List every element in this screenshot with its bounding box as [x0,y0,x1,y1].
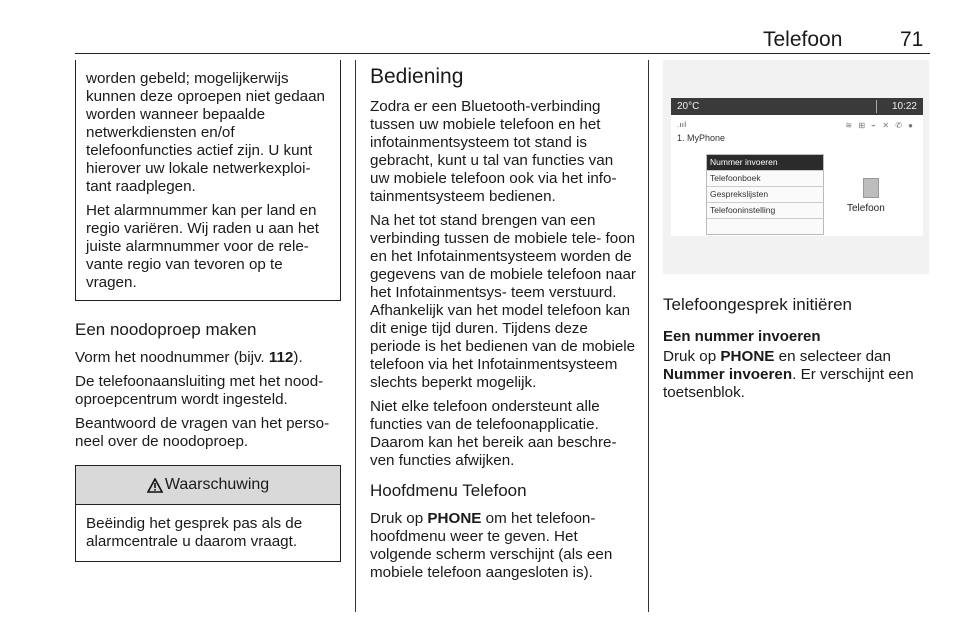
text-span: ). [293,349,303,366]
warning-box [75,465,341,562]
phone-key-label: PHONE [720,348,775,365]
column-3 [663,60,929,408]
screen-phone-menu [706,154,824,235]
text-span: en selecteer dan [774,348,891,365]
warning-body: Beëindig het gesprek pas als de alarmcentrale u daarom vraagt. [86,515,303,550]
menu-item-phone-settings[interactable]: Telefooninstelling [707,203,823,219]
paragraph-phone-button [370,510,636,582]
screen-time: 10:22 [891,101,917,112]
column-divider-1 [355,60,356,612]
subheading-initiate-call: Telefoongesprek initiëren [663,295,853,314]
menu-item-call-lists[interactable]: Gesprekslijsten [707,187,823,203]
paragraph-enter-number [663,348,929,402]
paragraph-answer-questions: Beantwoord de vragen van het perso- neel over de noodoproep. [75,415,330,450]
column-2 [370,64,636,588]
status-icons: ≋ ⊞ ⌁ ✕ ✆ ● [845,121,915,130]
page-title: Telefoon [763,28,843,51]
column-1 [75,60,341,562]
text-span: Druk op [370,510,428,527]
paragraph-data-transfer: Na het tot stand brengen van een verbinding tussen de mobiele tele- foon en het Infotainmentsysteem worden de gegevens van de mobiele telefoon naar het Infotainmentsys- teem verstuurd. Afhankelijk van het model telefoon kan dit enige tijd duren. Tijdens deze periode is het bedienen van de mobiele telefoon via het Infotainmentsysteem slechts beperkt mogelijk. [370,212,636,391]
signal-strength-icon: .ııl [677,122,687,129]
warning-title: Waarschuwing [164,476,270,493]
screen-temperature: 20°C [677,101,700,112]
subheading-phone-menu: Hoofdmenu Telefoon [370,481,527,500]
screen-app-label: Telefoon [847,203,885,214]
header-rule [75,53,930,54]
emergency-number: 112 [268,349,294,366]
screen-phone-name: 1. MyPhone [677,133,726,143]
menu-item-enter-number[interactable]: Nummer invoeren [707,155,823,171]
text-span: . Er verschijnt een toetsenblok. [663,366,914,401]
paragraph-bluetooth: Zodra er een Bluetooth-verbinding tussen uw mobiele telefoon en het infotainmentsysteem tot stand is gebracht, kunt u tal van functies van uw mobiele telefoon ook via het info- tainmentsysteem bedienen. [370,98,617,205]
heading-operation: Bediening [370,65,464,88]
warning-header [76,466,340,505]
page-number: 71 [900,28,924,51]
paragraph-dial-number [75,349,341,367]
note-paragraph-1: worden gebeld; mogelijkerwijs kunnen deze oproepen niet gedaan worden wanneer bepaalde netwerkdiensten en/of telefoonfuncties actief zijn. U kunt hierover uw lokale netwerkexploi- tant raadplegen. [86,70,325,195]
paragraph-connection: De telefoonaansluiting met het nood- oproepcentrum wordt ingesteld. [75,373,324,408]
warning-triangle-icon [147,478,163,493]
screen-top-bar [671,98,923,115]
menu-item-phonebook[interactable]: Telefoonboek [707,171,823,187]
column-divider-2 [648,60,649,612]
phone-app-icon [863,178,879,198]
text-span: Vorm het noodnummer (bijv. [75,349,269,366]
screen-bar-divider [876,100,877,113]
section-heading-emergency-call: Een noodoproep maken [75,320,257,339]
text-span: Druk op [663,348,721,365]
screen-frame [671,98,923,236]
menu-item-empty [707,219,823,234]
note-paragraph-2: Het alarmnummer kan per land en regio variëren. Wij raden u aan het juiste alarmnummer voor de rele- vante regio van tevoren op te vragen. [86,202,320,291]
heading-enter-number: Een nummer invoeren [663,328,821,345]
phone-key-label: PHONE [427,510,482,527]
infotainment-screenshot [663,60,929,274]
menu-option-label: Nummer invoeren [663,366,793,383]
continued-note-box [75,60,341,301]
text-span: om het telefoon- hoofdmenu weer te geven. Het volgende scherm verschijnt (als een mobiele telefoon aangesloten is). [370,510,613,581]
paragraph-support: Niet elke telefoon ondersteunt alle functies van de telefoonapplicatie. Daarom kan het bereik aan beschre- ven functies afwijken. [370,398,617,469]
